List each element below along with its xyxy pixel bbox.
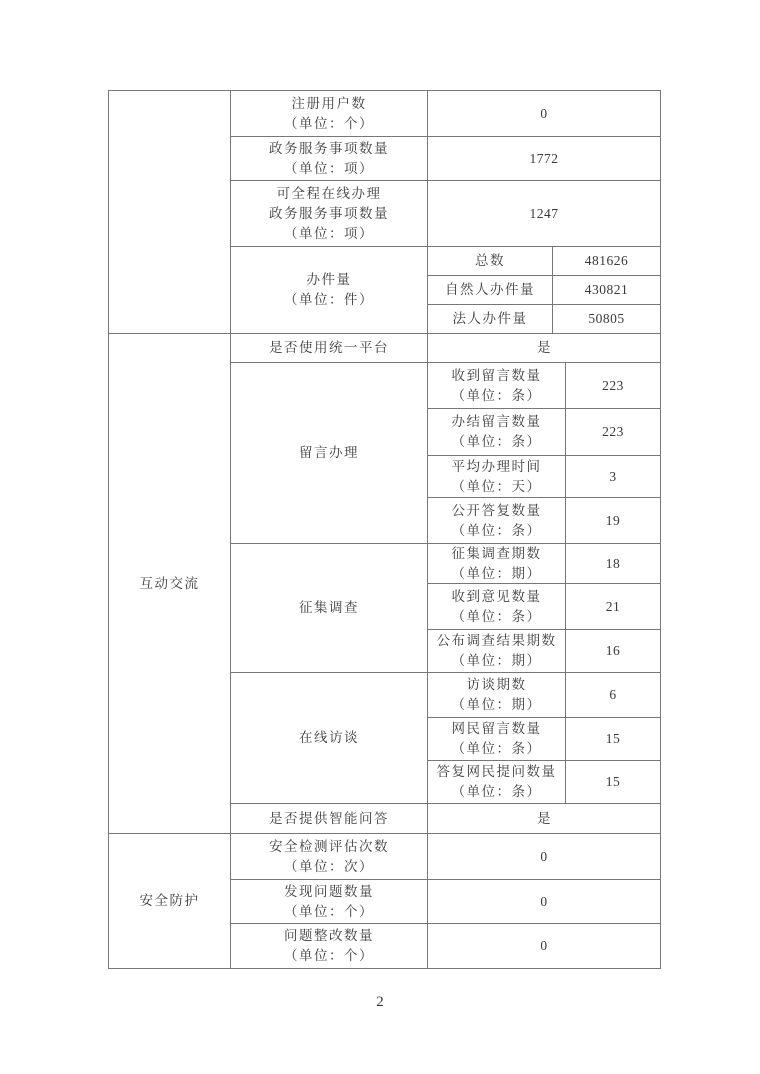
sub-label: 收到意见数量 [451,588,542,604]
sub-unit: （单位：条） [451,522,542,538]
section-cell-continued [109,91,231,334]
sub-label-cell: 总数 [428,247,553,276]
item-label-cell: 是否使用统一平台 [231,334,428,363]
sub-label-cell [428,498,566,544]
item-label-cell: 是否提供智能问答 [231,804,428,834]
sub-label: 网民留言数量 [451,721,542,736]
sub-label: 征集调查期数 [451,545,542,561]
value-cell: 0 [428,924,661,969]
sub-label: 办结留言数量 [451,414,542,429]
value-cell: 0 [428,834,661,880]
value-cell: 18 [566,544,661,584]
sub-label-cell: 法人办件量 [428,305,553,334]
value-cell: 50805 [553,305,661,334]
item-label: 问题整改数量 [284,928,374,943]
item-unit: （单位：个） [284,115,374,131]
item-label-cell [231,137,428,181]
group-label-cell [231,247,428,334]
item-label: 政务服务事项数量 [269,140,389,156]
value-cell: 16 [566,630,661,673]
item-label-cell [231,91,428,137]
sub-label-cell [428,584,566,630]
value-cell: 430821 [553,276,661,305]
item-unit: （单位：项） [284,160,374,176]
item-unit: （单位：项） [284,225,374,241]
sub-label: 公开答复数量 [451,502,542,518]
item-unit: （单位：个） [284,903,374,919]
item-unit: （单位：次） [284,858,374,874]
sub-label-cell [428,409,566,456]
sub-unit: （单位：期） [451,697,542,712]
item-label: 安全检测评估次数 [269,838,389,854]
value-cell: 0 [428,91,661,137]
sub-label: 平均办理时间 [451,458,542,474]
sub-label-cell [428,544,566,584]
sub-label-cell [428,630,566,673]
sub-label: 访谈期数 [466,677,527,692]
sub-label: 公布调查结果期数 [436,633,557,648]
value-cell: 是 [428,334,661,363]
group-unit: （单位：件） [284,292,374,307]
value-cell: 19 [566,498,661,544]
item-unit: （单位：个） [284,948,374,963]
sub-label: 收到留言数量 [451,367,542,383]
item-label: 发现问题数量 [284,883,374,899]
item-label-cell [231,834,428,880]
value-cell: 223 [566,409,661,456]
sub-label-cell [428,673,566,718]
sub-label: 答复网民提问数量 [436,764,557,779]
item-label-2: 政务服务事项数量 [269,205,389,221]
sub-unit: （单位：条） [451,784,542,799]
item-label: 可全程在线办理 [276,185,382,201]
sub-unit: （单位：期） [451,565,542,581]
report-table [108,90,661,969]
sub-label-cell [428,363,566,409]
sub-unit: （单位：期） [451,653,542,668]
sub-label-cell: 自然人办件量 [428,276,553,305]
value-cell: 6 [566,673,661,718]
item-label: 注册用户数 [291,95,367,111]
value-cell: 223 [566,363,661,409]
group-label-cell: 留言办理 [231,363,428,544]
section-label-cell: 互动交流 [109,334,231,834]
sub-label-cell [428,718,566,761]
sub-unit: （单位：条） [451,434,542,449]
value-cell: 3 [566,456,661,498]
item-label-cell [231,181,428,247]
page-number: 2 [376,994,384,1010]
group-label-cell: 在线访谈 [231,673,428,804]
value-cell: 21 [566,584,661,630]
value-cell: 是 [428,804,661,834]
item-label-cell [231,880,428,924]
value-cell: 15 [566,718,661,761]
value-cell: 15 [566,761,661,804]
section-label-cell: 安全防护 [109,834,231,969]
sub-unit: （单位：条） [451,741,542,756]
sub-unit: （单位：天） [451,478,542,494]
item-label-cell [231,924,428,969]
sub-label-cell [428,761,566,804]
sub-label-cell [428,456,566,498]
group-label-cell: 征集调查 [231,544,428,673]
value-cell: 1772 [428,137,661,181]
sub-unit: （单位：条） [451,387,542,403]
group-label: 办件量 [306,272,352,287]
value-cell: 481626 [553,247,661,276]
sub-unit: （单位：条） [451,608,542,624]
value-cell: 0 [428,880,661,924]
value-cell: 1247 [428,181,661,247]
